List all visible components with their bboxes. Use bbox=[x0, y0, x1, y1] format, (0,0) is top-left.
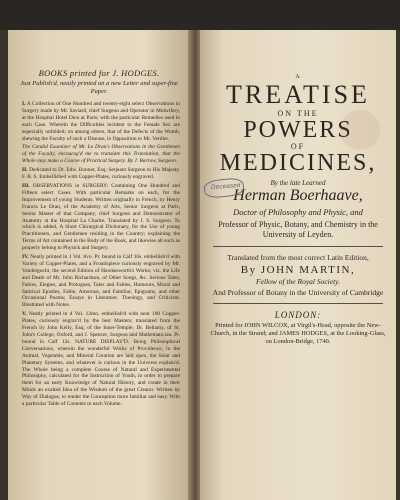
author-professorship: Professor of Physic, Botany, and Chemistry in the University of Leyden. bbox=[218, 220, 378, 239]
imprint-city: LONDON: bbox=[274, 310, 322, 320]
title-powers: POWERS bbox=[243, 117, 353, 143]
advertisement-subheading: Just Publish'd, neatly printed on a new Letter and super-fine Paper. bbox=[20, 80, 178, 95]
divider bbox=[213, 246, 383, 247]
handwritten-annotation: Deceased bbox=[210, 181, 241, 192]
title-of: OF bbox=[290, 142, 306, 151]
divider bbox=[213, 303, 383, 304]
list-item: II. Dedicated to Dr. Edw. Bonner, Esq; Serjeant Surgeon to His Majesty. F. R. S. Embellished with Copper-Plates, curiously engraved. bbox=[22, 167, 180, 181]
title-treatise: TREATISE bbox=[226, 80, 370, 109]
title-page bbox=[200, 30, 396, 500]
translation-note: Translated from the most correct Latin Edition, bbox=[227, 253, 369, 262]
list-item: The Candid Examiner of Mr. Le Dran's Observations in the Gentlemen of the Faculty, encourag'd me to translate this Translation, that the Whole may make a Course of Practical Surgery. By J. Barrow, Surgeon. bbox=[22, 144, 180, 165]
advertisement-heading: BOOKS printed for J. HODGES. bbox=[38, 68, 160, 78]
paper-stain bbox=[38, 150, 78, 176]
title-medicines: MEDICINES, bbox=[219, 150, 377, 176]
author-degree: Doctor of Philosophy and Physic, and bbox=[233, 207, 363, 217]
open-book bbox=[0, 30, 400, 500]
translator-professorship: And Professor of Botany in the University of Cambridge bbox=[212, 288, 384, 297]
author-name: Herman Boerhaave, bbox=[233, 187, 363, 204]
author-intro: Deceased By the late Learned bbox=[200, 179, 396, 187]
title-article: A bbox=[295, 74, 301, 80]
list-item: III. OBSERVATIONS in SURGERY: Containing One Hundred and Fifteen select Cases. With particular Remarks on each, for the Improvement of young Students. Written originally in French, by Henry Francis Le Dran, of the Academy of Arts, Senior Surgeon at Paris, Senior Master of that Company, chief Surgeon and Demonstrator of Anatomy at the Hospital La Charite. Translated by J. S. Surgeon. To which is added, A Short Chirurgical Dictionary, for the Use of young Practitioners, and Gentlemen residing in the Country; explaining the Terms of Art contained in the Body of the Book, and likewise all such as properly belong to Physick and Surgery. bbox=[22, 182, 180, 252]
translator-name: By JOHN MARTIN, bbox=[240, 264, 356, 276]
title-on-the: ON THE bbox=[277, 109, 319, 118]
paper-stain bbox=[340, 110, 380, 150]
paper-stain bbox=[118, 330, 168, 360]
left-page bbox=[8, 30, 190, 500]
advertisement-body bbox=[22, 101, 180, 408]
list-item: V. Neatly printed in 4 Vol. 12mo. embellish'd with near 100 Copper-Plates, curiously engrav'd by the best Masters; translated from the French by John Kelly, Esq; of the Inner-Temple; Dr. Bellamy, of St. John's College, Oxford, and J. Spencer, Surgeon and Mathematician. Pr. bound in Calf 12s. NATURE DISPLAY'D. Being Philosophical Conversations, wherein the wonderful Works of Providence, in the Animal, Vegetable, and Mineral Creation are laid open, the Solar and Planetary Systems, and whatever is curious in the Universe explain'd. The Whole being a complete Course of Natural and Experimental Philosophy, calculated for the Instruction of Youth, in order to prepare them for an early Knowledge of Natural History, and create in their Minds an exalted Idea of the Wisdom of the great Creator. Written by Way of Dialogue, to render the Conception more familiar and easy. With a particular Table of Contents to each Volume. bbox=[22, 311, 180, 408]
imprint-details: Printed for JOHN WILCOX, at Virgil's-Head, opposite the New-Church, in the Strand; and JAMES HODGES, at the Looking-Glass, on London-Bridge, 1740. bbox=[210, 322, 386, 345]
list-item: IV. Neatly printed in 1 Vol. 8vo. Pr. bound in Calf 10s. embellish'd with Variety of Copper-Plates, and a Frontispiece curiously engraved by Mr. Vandergucht, the second Edition of Hawkesworth's Works; viz. the Life and Death of Mr. John Richardson, of Other Songs, &c. Serious Tales, Fables, Elegies, and Prologues, Tales and Fables, Humours, Moral and Satirical Epistles, Fable, Amorous, and Familiar, Epigrams, and other Occasional Poems; Essays in Literature, Theology, and Criticism. Illustrated with Notes. bbox=[22, 254, 180, 309]
list-item: I. A Collection of One Hundred and twenty-eight select Observations in Surgery made by Mr. Saviard, chief Surgeon and Operator in Midwifery, at the Hospital Hotel Dieu at Paris; with the particular Remedies used in each Case. Wherein the Difficulties incident to the Female Sex are especially unfolded; on among others, that of the Defects of the Womb, shewing the Faculty of such a Disease, in Opposition to Mr. Verdier. bbox=[22, 101, 180, 142]
translator-fellowship: Fellow of the Royal Society. bbox=[256, 277, 340, 286]
